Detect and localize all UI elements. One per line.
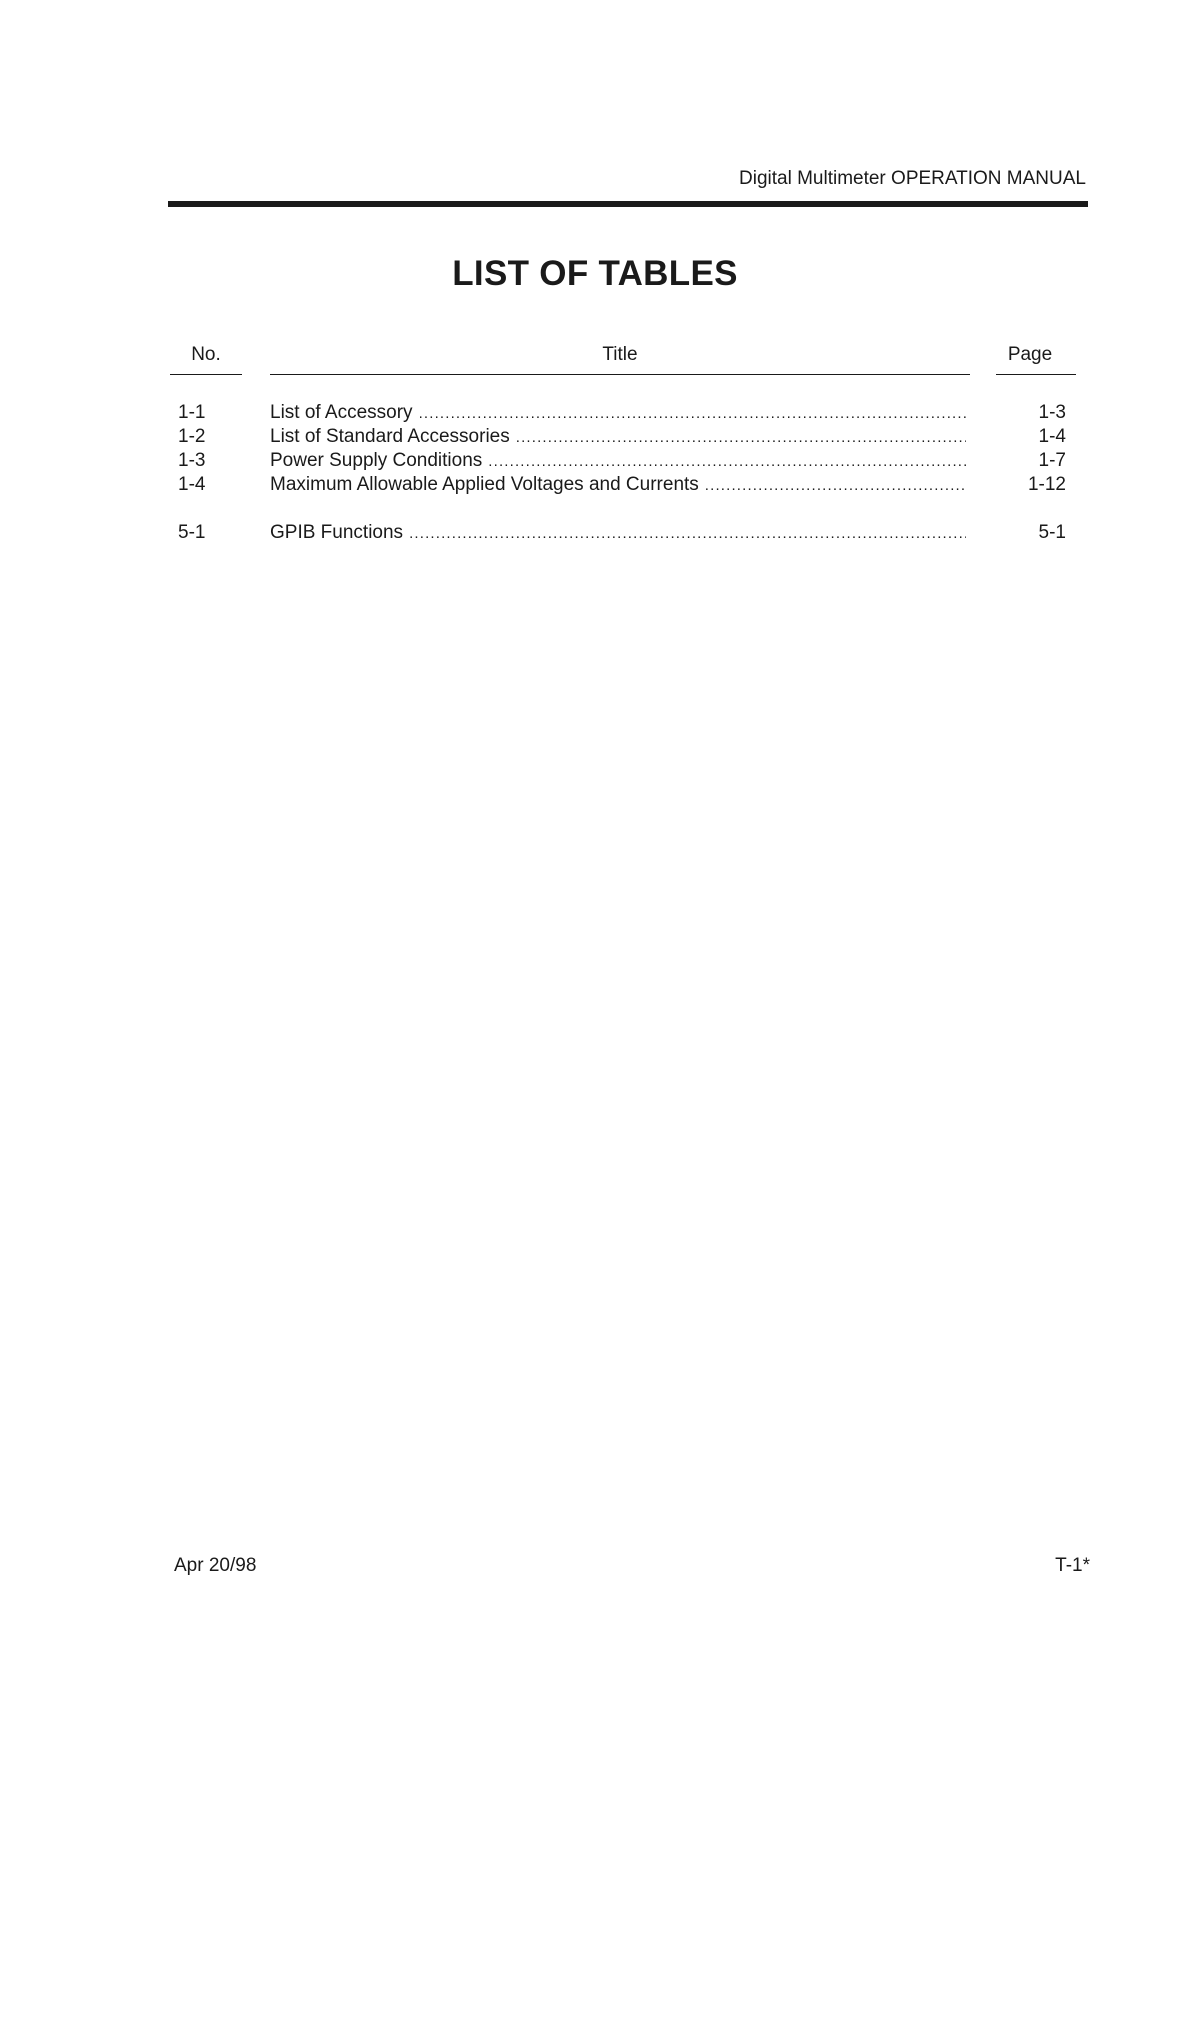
toc-entry-number: 1-4 <box>178 474 206 495</box>
toc-dot-leader <box>705 477 966 494</box>
toc-entry-number: 1-1 <box>178 402 206 423</box>
toc-entry[interactable] <box>0 474 1190 498</box>
toc-entry-page: 5-1 <box>1038 522 1066 543</box>
manual-title: Digital Multimeter OPERATION MANUAL <box>739 168 1086 189</box>
toc-entry[interactable] <box>0 450 1190 474</box>
toc-dot-leader <box>409 525 966 542</box>
toc-entry[interactable] <box>0 402 1190 426</box>
footer-date: Apr 20/98 <box>174 1555 257 1576</box>
toc-entry-title: List of Accessory <box>270 402 413 423</box>
footer-page-number: T-1* <box>1055 1555 1090 1576</box>
toc-entry[interactable] <box>0 522 1190 546</box>
column-rule-page <box>996 374 1076 375</box>
column-rule-title <box>270 374 970 375</box>
toc-entry-number: 1-2 <box>178 426 206 447</box>
toc-dot-leader <box>488 453 966 470</box>
toc-entry-title: Power Supply Conditions <box>270 450 483 471</box>
header-rule <box>168 201 1088 207</box>
column-header-no: No. <box>191 344 221 365</box>
toc-entry-page: 1-7 <box>1038 450 1066 471</box>
toc-dot-leader <box>516 429 966 446</box>
toc-entry-page: 1-12 <box>1027 474 1066 495</box>
toc-entry-number: 5-1 <box>178 522 206 543</box>
toc-entry-page: 1-3 <box>1038 402 1066 423</box>
column-rule-no <box>170 374 242 375</box>
toc-dot-leader <box>419 405 966 422</box>
toc-entry-title: GPIB Functions <box>270 522 404 543</box>
toc-entry-page: 1-4 <box>1038 426 1066 447</box>
toc-entry[interactable] <box>0 426 1190 450</box>
toc-entry-title: List of Standard Accessories <box>270 426 510 447</box>
toc-entry-number: 1-3 <box>178 450 206 471</box>
page-title: LIST OF TABLES <box>452 254 738 293</box>
column-header-page: Page <box>1007 344 1053 365</box>
column-header-title: Title <box>602 344 638 365</box>
toc-entry-title: Maximum Allowable Applied Voltages and Currents <box>270 474 699 495</box>
